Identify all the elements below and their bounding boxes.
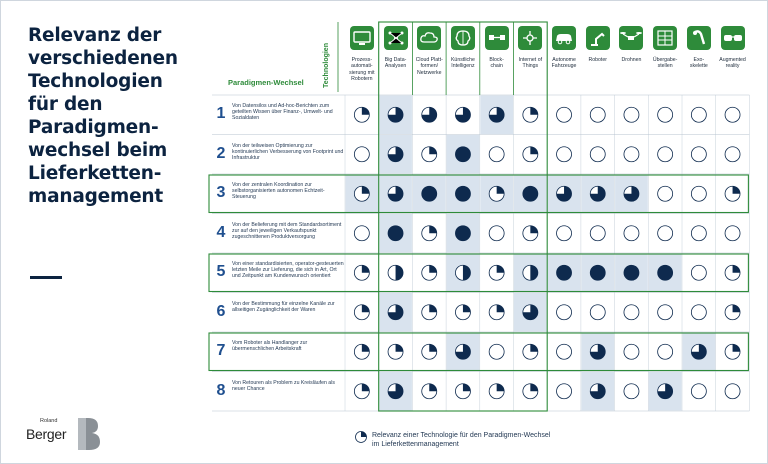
title-line: Relevanz der [28, 25, 162, 46]
relevance-pie [557, 265, 572, 280]
paradigm-text: Von der zentralen Koordination zur selbstorganisierten autonomen Echtzeit-Steuerung [232, 182, 325, 201]
relevance-pie [354, 384, 369, 399]
relevance-pie [624, 344, 639, 359]
relevance-pie [455, 226, 470, 241]
relevance-pie [557, 226, 572, 241]
technologies-label-text: Technologien [323, 43, 330, 88]
title-line: für den [28, 94, 103, 115]
title-line: management [28, 186, 164, 207]
relevance-pie [354, 305, 369, 320]
paradigm-axis-label: Paradigmen-Wechsel [228, 78, 304, 87]
relevance-pie [523, 265, 538, 280]
relevance-pie [590, 226, 605, 241]
title-line: Paradigmen- [28, 117, 159, 138]
paradigm-text: Von der Bestimmung für einzelne Kanäle zur allseitigen Zugänglichkeit der Waren [232, 300, 335, 313]
relevance-pie [455, 305, 470, 320]
relevance-pie [523, 384, 538, 399]
paradigm-text: Von Datensilos und Ad-hoc-Berichten zum geteilten Wissen über Finanz-, Umwelt- und Sozialdaten [232, 103, 333, 122]
relevance-pie [354, 147, 369, 162]
relevance-pie [388, 384, 403, 399]
legend-text [372, 431, 612, 449]
technology-label: Künstliche Intelligenz [450, 57, 475, 70]
relevance-pie [590, 344, 605, 359]
relevance-pie [725, 147, 740, 162]
paradigm-number: 1 [216, 105, 226, 122]
legend-line: Relevanz einer Technologie für den Paradigmen-Wechsel [372, 432, 551, 439]
relevance-pie [455, 107, 470, 122]
paradigm-text: Von Retouren als Problem zu Kreisläufen als neuer Chance [232, 379, 335, 392]
relevance-pie [624, 186, 639, 201]
relevance-pie [523, 107, 538, 122]
relevance-pie [658, 344, 673, 359]
relevance-pie [354, 186, 369, 201]
relevance-pie [388, 226, 403, 241]
relevance-pie [557, 384, 572, 399]
relevance-pie [489, 186, 504, 201]
relevance-pie [590, 384, 605, 399]
relevance-pie [422, 147, 437, 162]
logo-big-text: Berger [26, 426, 67, 442]
paradigm-text: Von einer standardisierten, operator-gesteuerten letzten Meile zur Lieferung, die sich in Art, Ort und Zeitpunkt am Kundenwunsch orientiert [232, 261, 344, 280]
technology-label: Block- chain [489, 57, 504, 70]
relevance-pie [455, 147, 470, 162]
relevance-pie [691, 226, 706, 241]
relevance-pie [354, 226, 369, 241]
relevance-pie [658, 147, 673, 162]
relevance-pie [725, 344, 740, 359]
relevance-pie [725, 107, 740, 122]
technology-label: Drohnen [621, 57, 642, 63]
relevance-pie [422, 305, 437, 320]
relevance-pie [590, 265, 605, 280]
paradigm-number: 6 [216, 302, 226, 320]
relevance-pie [725, 186, 740, 201]
relevance-pie [590, 186, 605, 201]
relevance-pie [624, 265, 639, 280]
relevance-pie [624, 147, 639, 162]
technology-label: Prozess- automati- sierung mit Robotern [349, 57, 375, 82]
relevance-pie [523, 344, 538, 359]
relevance-pie [455, 186, 470, 201]
paradigm-text: Von der Belieferung mit dem Standardsortiment zur auf den jeweiligen Verkaufspunkt zugeschnittenen Produktversorgung [232, 221, 342, 240]
relevance-pie [658, 384, 673, 399]
relevance-pie [725, 305, 740, 320]
relevance-pie [624, 226, 639, 241]
paradigm-number: 2 [216, 144, 226, 162]
relevance-pie [354, 107, 369, 122]
relevance-pie [691, 186, 706, 201]
relevance-pie [455, 344, 470, 359]
relevance-pie [590, 147, 605, 162]
relevance-pie [489, 305, 504, 320]
relevance-pie [388, 186, 403, 201]
relevance-pie [388, 107, 403, 122]
relevance-pie [422, 384, 437, 399]
relevance-pie [691, 147, 706, 162]
relevance-pie [725, 384, 740, 399]
technology-label: Cloud Platt- formen/ Netzwerke [415, 57, 443, 76]
relevance-pie [523, 226, 538, 241]
relevance-pie [422, 186, 437, 201]
paradigm-text: Von der teilweisen Optimierung zur kontinuierlichen Verbesserung von Footprint und Infrastruktur [232, 142, 344, 161]
relevance-pie [354, 265, 369, 280]
paradigm-number: 5 [216, 263, 226, 280]
technology-label: Big Data- Analysen [384, 57, 407, 70]
relevance-pie [422, 107, 437, 122]
relevance-pie [557, 186, 572, 201]
relevance-pie [691, 265, 706, 280]
relevance-pie [590, 107, 605, 122]
relevance-pie [658, 305, 673, 320]
logo-small-text: Roland [40, 418, 58, 424]
relevance-pie [489, 107, 504, 122]
relevance-pie [557, 147, 572, 162]
relevance-pie [523, 305, 538, 320]
legend-line: im Lieferkettenmanagement [372, 441, 459, 448]
relevance-pie [725, 265, 740, 280]
title-line: Lieferketten- [28, 163, 162, 184]
relevance-pie [455, 384, 470, 399]
relevance-pie [354, 344, 369, 359]
relevance-pie [388, 147, 403, 162]
paradigm-number: 4 [216, 223, 226, 241]
relevance-pie [422, 344, 437, 359]
relevance-pie [489, 344, 504, 359]
paradigm-number: 7 [216, 342, 226, 359]
relevance-pie [455, 265, 470, 280]
title-line: wechsel beim [28, 140, 168, 161]
relevance-pie [489, 147, 504, 162]
legend-pie-icon [354, 430, 368, 444]
relevance-pie [658, 265, 673, 280]
relevance-pie [422, 265, 437, 280]
relevance-pie [624, 384, 639, 399]
paradigm-text: Vom Roboter als Handlanger zur übermenschlichen Arbeitskraft [232, 340, 308, 353]
relevance-pie [725, 226, 740, 241]
relevance-pie [557, 344, 572, 359]
technology-label: Internet of Things [518, 57, 543, 70]
relevance-pie [590, 305, 605, 320]
relevance-pie [658, 107, 673, 122]
relevance-pie [388, 265, 403, 280]
relevance-pie [489, 226, 504, 241]
technology-label: Übergabe- stellen [652, 57, 678, 70]
paradigm-number: 8 [216, 381, 226, 399]
relevance-pie [489, 384, 504, 399]
relevance-pie [691, 305, 706, 320]
relevance-pie [691, 344, 706, 359]
relevance-pie [691, 384, 706, 399]
paradigm-number: 3 [216, 184, 226, 201]
relevance-pie [624, 107, 639, 122]
technology-label: Exo- skelette [689, 57, 708, 70]
relevance-pie [489, 265, 504, 280]
relevance-pie [691, 107, 706, 122]
relevance-pie [658, 226, 673, 241]
relevance-pie [388, 305, 403, 320]
relevance-pie [658, 186, 673, 201]
relevance-pie [388, 344, 403, 359]
technology-label: Autonome Fahrzeuge [551, 57, 577, 70]
title-line: verschiedenen [28, 48, 178, 69]
relevance-pie [422, 226, 437, 241]
relevance-pie [523, 147, 538, 162]
technology-label: Roboter [588, 57, 607, 63]
relevance-pie [557, 305, 572, 320]
relevance-pie [523, 186, 538, 201]
title-line: Technologien [28, 71, 163, 92]
relevance-pie [624, 305, 639, 320]
technology-label: Augmented reality [719, 57, 746, 70]
relevance-pie [557, 107, 572, 122]
